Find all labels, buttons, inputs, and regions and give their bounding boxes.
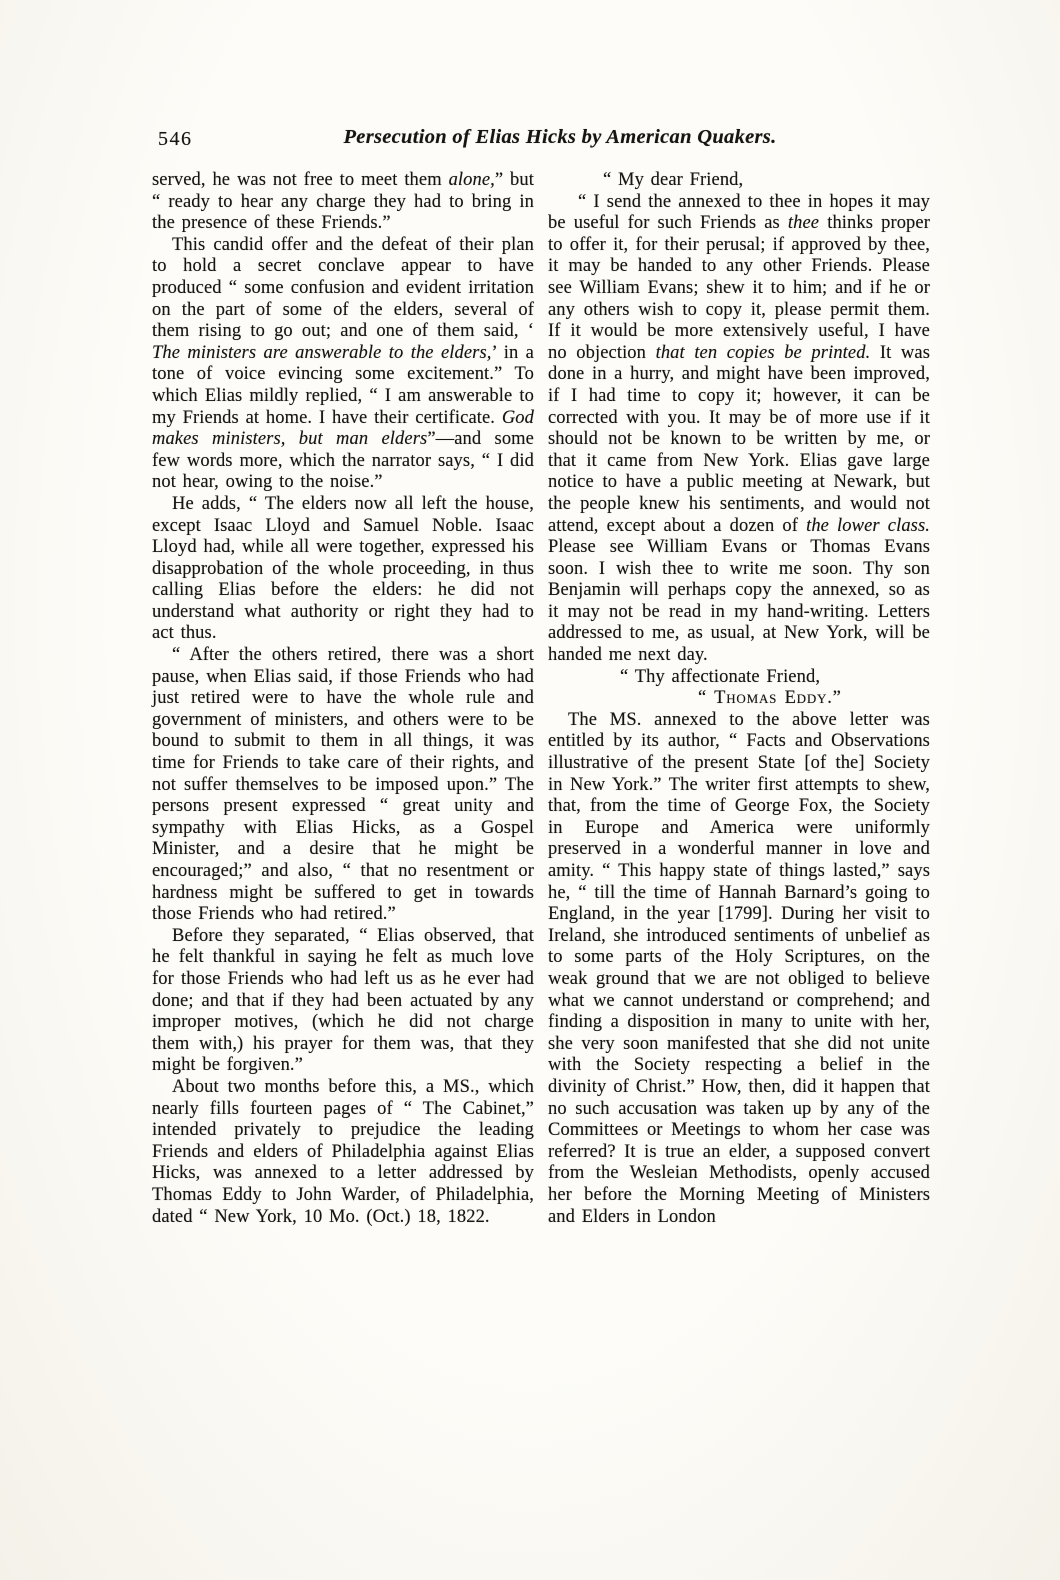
- page-header: [152, 126, 928, 156]
- text-segment: “ I send the annexed to thee in hopes it may be useful for such Friends as: [548, 191, 930, 234]
- text-segment: “ After the others retired, there was a short pause, when Elias said, if those Friends who had just retired were to have the whole rule and government of ministers, and others were to be bound to submit to them in all things, it was time for Friends to take care of their rights, and not suffer themselves to be imposed upon.” The persons present expressed “ great unity and sympathy with Elias Hicks, as a Gospel Minister, and a desire that he might be encouraged;” and also, “ that no resentment or hardness might be suffered to get in towards those Friends who had retired.”: [152, 645, 534, 925]
- paragraph: [152, 494, 534, 645]
- text-segment-italic: alone,: [448, 170, 495, 190]
- paragraph: [152, 235, 534, 494]
- text-segment: ” but “ ready to hear any charge they had to bring in the presence of these Friends.”: [152, 170, 534, 234]
- text-columns: [152, 170, 930, 1228]
- text-segment: thinks proper to offer it, for their perusal; if approved by thee, it may be handed to any other Friends. Please see William Evans; shew it to him; and if he or any others wish to copy it, please permit them. If it would be more extensively useful, I have no objection: [548, 213, 930, 363]
- paragraph: [548, 192, 930, 667]
- paragraph: [152, 1077, 534, 1228]
- text-segment-italic: the lower class.: [806, 515, 931, 536]
- text-segment: This candid offer and the defeat of their plan to hold a secret conclave appear to have produced “ some confusion and evident irritation on the part of some of the elders, several of them rising to go out; and one of them said, ‘: [152, 234, 534, 342]
- text-segment: He adds, “ The elders now all left the house, except Isaac Lloyd and Samuel Noble. Isaac Lloyd had, while all were together, expressed his disapprobation of the whole proceeding, in thus calling Elias before the elders: he did not understand what authority or right they had to act thus.: [152, 493, 534, 644]
- text-segment: It was done in a hurry, and might have been improved, if I had time to copy it; however, it can be corrected with you. It may be of more use if it should not be known to be written by me, or that it came from New York. Elias gave large notice to have a public meeting at Newark, but the people knew his sentiments, and would not attend, except about a dozen of: [548, 342, 930, 536]
- paragraph: [152, 926, 534, 1077]
- page-number: 546: [158, 128, 193, 150]
- text-segment: Please see William Evans or Thomas Evans soon. I wish thee to write me soon. Thy son Benjamin will perhaps copy the annexed, so as it may not be read in my hand-writing. Letters addressed to me, as usual, at New York, will be handed me next day.: [548, 537, 930, 666]
- text-segment-italic: thee: [787, 213, 820, 234]
- text-segment-italic: that ten copies be printed.: [655, 342, 871, 363]
- text-segment: served, he was not free to meet them: [152, 170, 449, 190]
- text-segment: Before they separated, “ Elias observed, that he felt thankful in saying he felt as much love for those Friends who had left us as he ever had done; and that if they had been actuated by any improper motives, (which he did not charge them with,) his prayer for them was, that they might be forgiven.”: [152, 925, 534, 1076]
- text-segment: About two months before this, a MS., which nearly fills fourteen pages of “ The Cabinet,” intended privately to prejudice the leading Friends and elders of Philadelphia against Elias Hicks, was annexed to a letter addressed by Thomas Eddy to John Warder, of Philadelphia, dated “ New York, 10 Mo. (Oct.) 18, 1822.: [152, 1076, 534, 1227]
- text-segment-italic: The ministers are answerable to the elders,: [152, 342, 492, 363]
- paragraph: [152, 645, 534, 926]
- right-column: [548, 170, 930, 1228]
- paragraph: [152, 170, 534, 235]
- letter-salutation: “ My dear Friend,: [603, 170, 744, 190]
- text-segment: ’ in a tone of voice evincing some excitement.” To which Elias mildly replied, “ I am answerable to my Friends at home. I have their certificate.: [152, 342, 534, 428]
- paragraph: [548, 710, 930, 1228]
- running-title: Persecution of Elias Hicks by American Quakers.: [343, 126, 777, 148]
- text-segment: The MS. annexed to the above letter was entitled by its author, “ Facts and Observations illustrative of the present State [of the] Society in New York.” The writer first attempts to shew, that, from the time of George Fox, the Society in Europe and America were uniformly preserved in a wonderful manner in love and amity. “ This happy state of things lasted,” says he, “ till the time of Hannah Barnard’s going to England, in the year [1799]. During her visit to Ireland, she introduced sentiments of unbelief as to some parts of the Holy Scriptures, on the weak ground that we are not obliged to believe what we cannot understand or comprehend; and finding a disposition in many to unite with her, she very soon manifested that she did not unite with the Society respecting a belief in the divinity of Christ.” How, then, did it happen that no such accusation was taken up by any of the Committees or Meetings to whom her case was referred? It is true an elder, a supposed convert from the Wesleian Methodists, openly accused her before the Morning Meeting of Ministers and Elders in London: [548, 709, 930, 1227]
- text-segment: ”—and some few words more, which the narrator says, “ I did not hear, owing to the noise.”: [152, 429, 534, 493]
- left-column: [152, 170, 534, 1228]
- text-segment-italic: God makes ministers, but man elders: [152, 407, 534, 450]
- letter-signature: “ Thomas Eddy.”: [698, 688, 842, 709]
- letter-closing: “ Thy affectionate Friend,: [620, 666, 821, 687]
